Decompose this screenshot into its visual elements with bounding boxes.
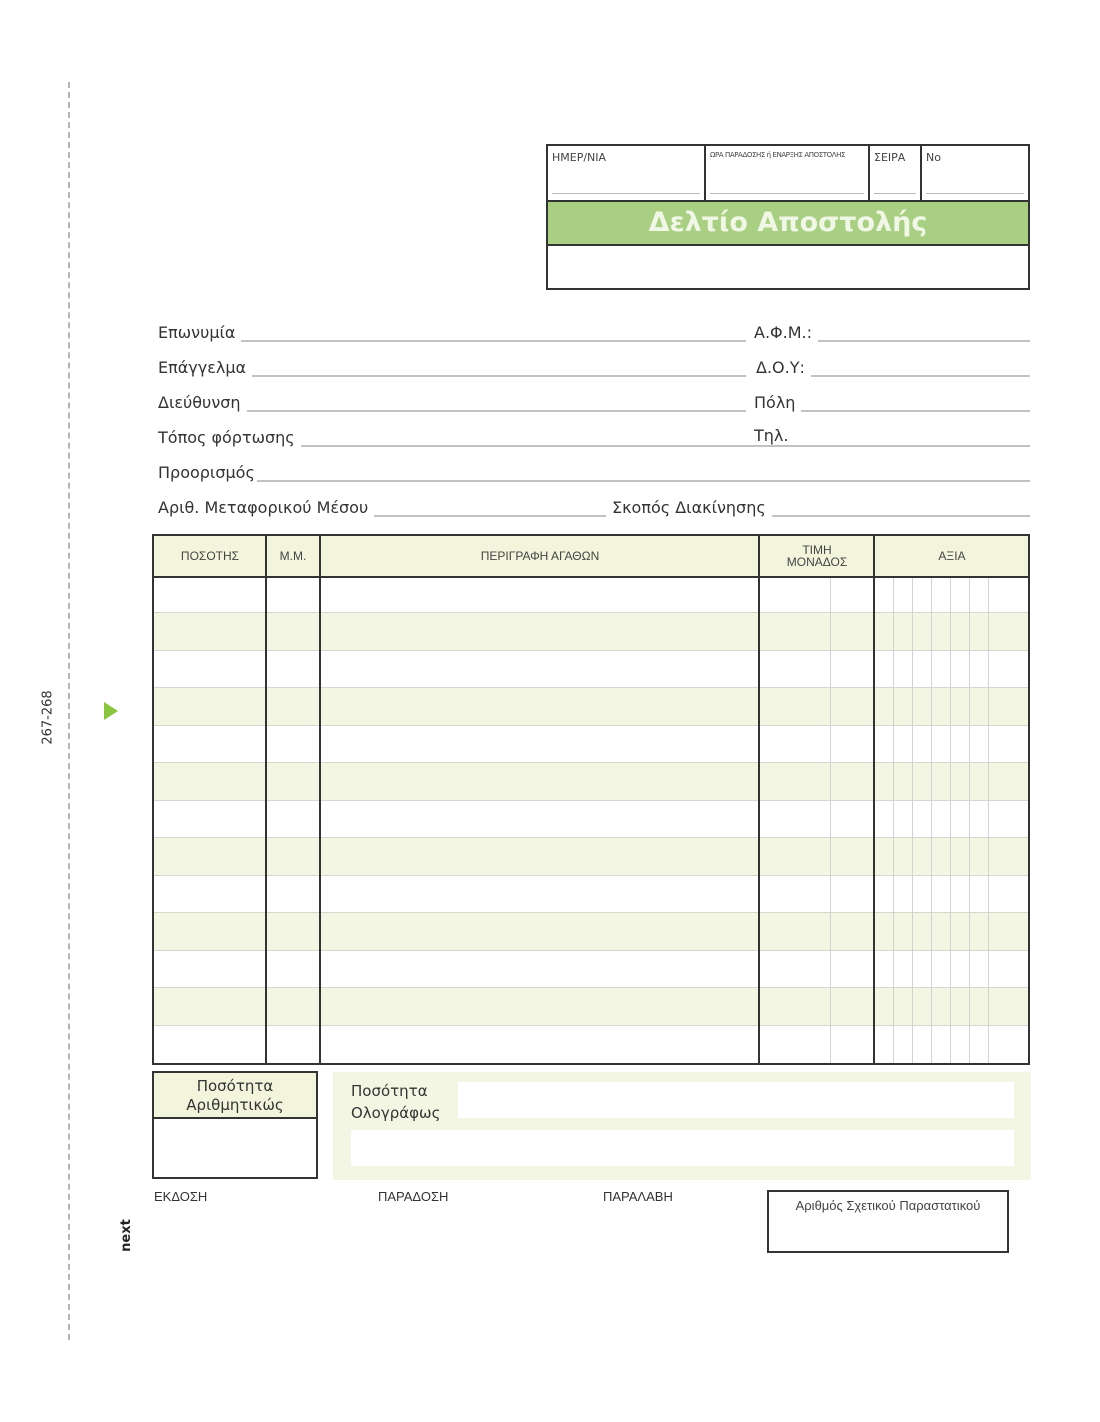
table-row[interactable] (154, 876, 1028, 913)
column-value: ΑΞΙΑ (938, 549, 966, 563)
destination-label: Προορισμός (158, 463, 255, 482)
phone-label: Τηλ. (754, 426, 789, 445)
column-divider (319, 536, 321, 1063)
number-field[interactable] (922, 146, 1028, 200)
table-row[interactable] (154, 688, 1028, 725)
signature-issue: ΕΚΔΟΣΗ (154, 1189, 208, 1204)
header-fields-row (548, 146, 1028, 202)
column-divider (758, 536, 760, 1063)
quantity-words-input-1[interactable] (458, 1082, 1014, 1118)
column-unit: Μ.Μ. (279, 549, 307, 563)
quantity-words-input-2[interactable] (351, 1130, 1014, 1166)
table-row[interactable] (154, 988, 1028, 1025)
table-row[interactable] (154, 838, 1028, 875)
quantity-words-label: Ποσότητα Ολογράφως (351, 1082, 441, 1122)
series-label: ΣΕΙΡΑ (874, 151, 906, 164)
table-row[interactable] (154, 913, 1028, 950)
number-label: Νο (926, 151, 941, 164)
table-row[interactable] (154, 576, 1028, 613)
table-row[interactable] (154, 726, 1028, 763)
related-document-number-label: Αριθμός Σχετικού Παραστατικού (795, 1198, 981, 1213)
table-row[interactable] (154, 613, 1028, 650)
table-header (154, 536, 1028, 578)
delivery-time-field[interactable] (706, 146, 870, 200)
city-label: Πόλη (750, 393, 801, 412)
table-row[interactable] (154, 801, 1028, 838)
quantity-numeric-box[interactable] (152, 1071, 318, 1179)
loading-place-label: Τόπος φόρτωσης (158, 428, 301, 447)
column-unit-price: ΤΙΜΗ ΜΟΝΑΔΟΣ (786, 543, 848, 569)
transport-purpose-label: Σκοπός Διακίνησης (606, 498, 772, 517)
quantity-words-box (333, 1072, 1031, 1180)
address-label: Διεύθυνση (158, 393, 247, 412)
date-field[interactable] (548, 146, 706, 200)
signature-receipt: ΠΑΡΑΛΑΒΗ (603, 1189, 673, 1204)
delivery-time-label: ΩΡΑ ΠΑΡΑΔΟΣΗΣ ή ΕΝΑΡΞΗΣ ΑΠΟΣΤΟΛΗΣ (710, 151, 845, 159)
signature-delivery: ΠΑΡΑΔΟΣΗ (378, 1189, 449, 1204)
vehicle-number-label: Αριθ. Μεταφορικού Μέσου (158, 498, 374, 517)
series-field[interactable] (870, 146, 922, 200)
product-code: 267-268 (40, 690, 56, 745)
table-row[interactable] (154, 1026, 1028, 1063)
column-divider (265, 536, 267, 1063)
quantity-numeric-label: Ποσότητα Αριθμητικώς (154, 1073, 316, 1119)
triangle-arrow-icon (104, 702, 118, 720)
vat-number-label: Α.Φ.Μ.: (750, 323, 818, 342)
items-table (152, 534, 1030, 1065)
document-title: Δελτίο Αποστολής (548, 202, 1028, 246)
table-row[interactable] (154, 651, 1028, 688)
column-description: ΠΕΡΙΓΡΑΦΗ ΑΓΑΘΩΝ (480, 549, 600, 563)
brand-logo: next (118, 1219, 134, 1252)
column-quantity: ΠΟΣΟΤΗΣ (180, 549, 240, 563)
profession-label: Επάγγελμα (158, 358, 252, 377)
date-label: ΗΜΕΡ/ΝΙΑ (552, 151, 607, 164)
table-row[interactable] (154, 951, 1028, 988)
column-divider (873, 536, 875, 1063)
tax-office-label: Δ.Ο.Υ: (750, 358, 811, 377)
document-header-box (546, 144, 1030, 290)
related-document-number-box[interactable] (767, 1190, 1009, 1253)
perforation-line (68, 82, 70, 1340)
table-row[interactable] (154, 763, 1028, 800)
company-name-label: Επωνυμία (158, 323, 241, 342)
